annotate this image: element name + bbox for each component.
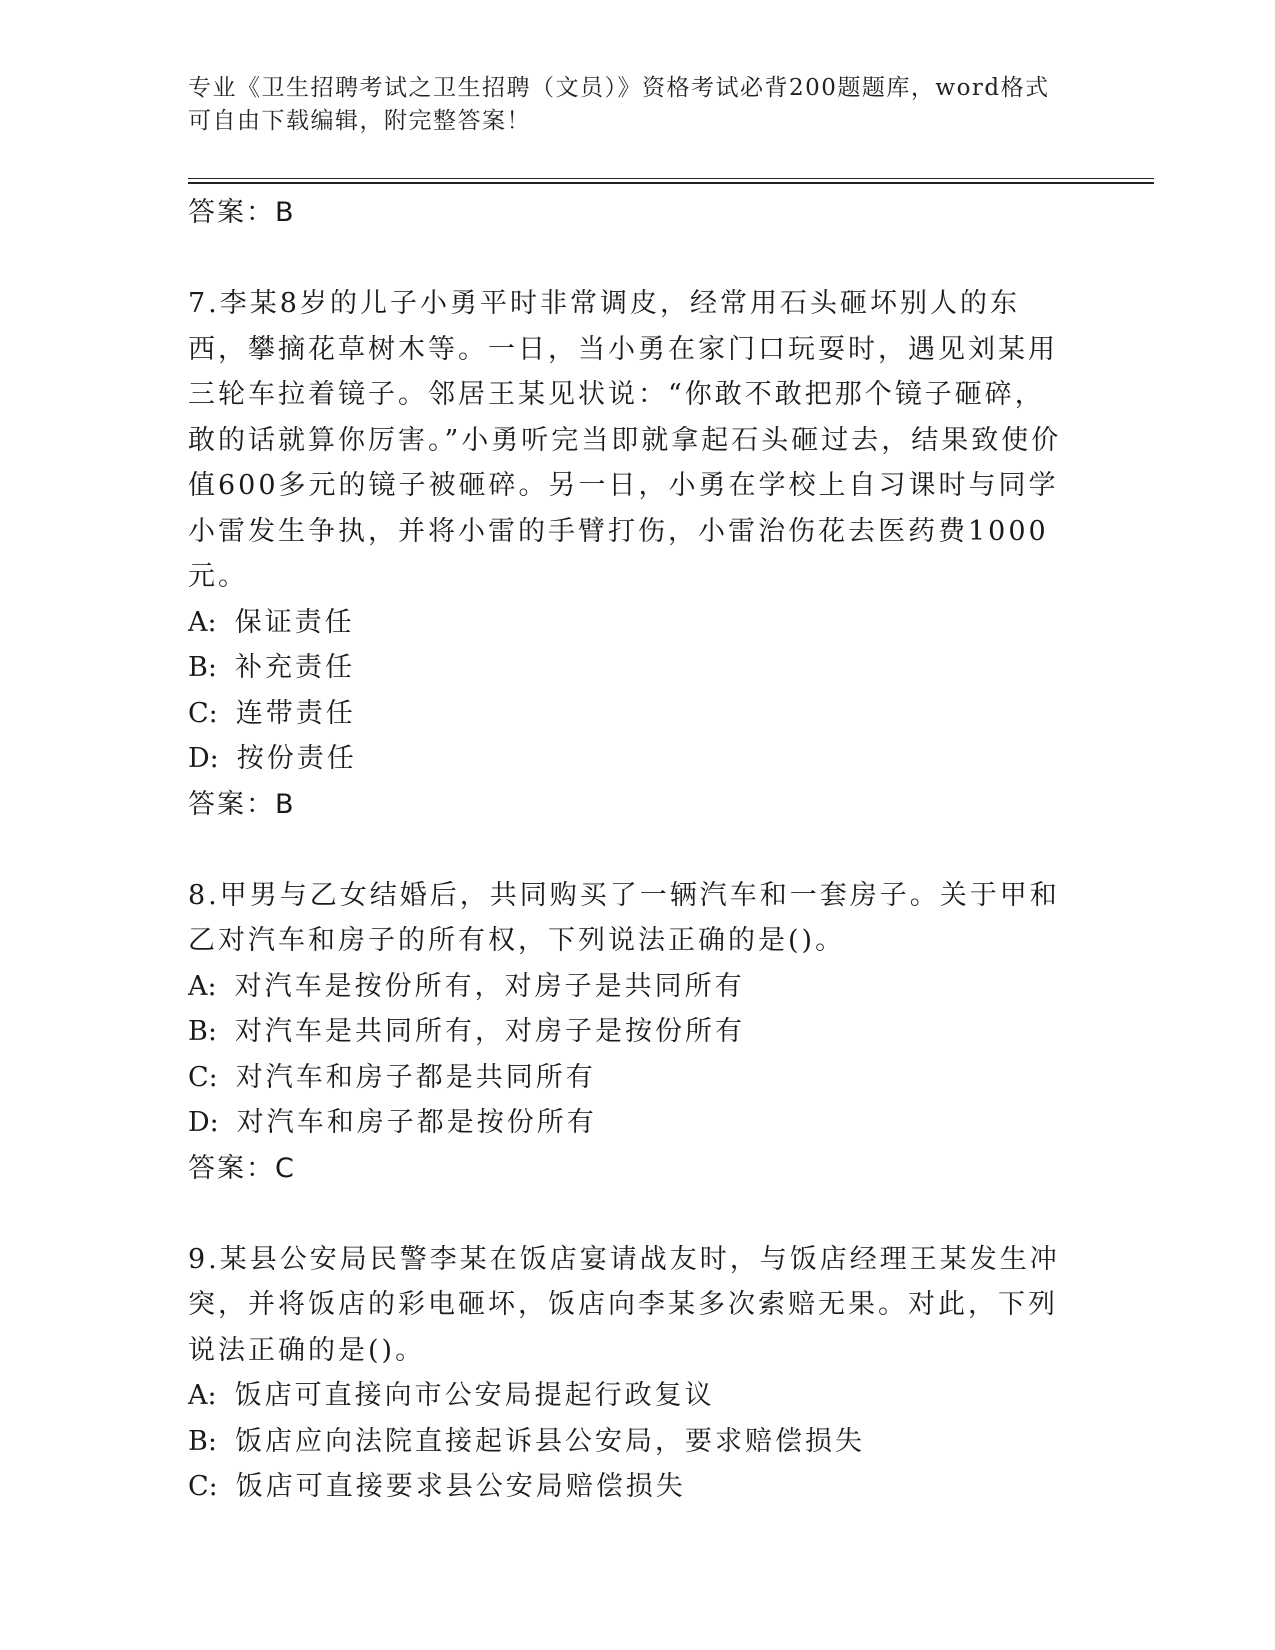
- document-body: [188, 190, 1068, 1510]
- option-text: 保证责任: [234, 606, 355, 638]
- answer-value: B: [275, 788, 295, 820]
- option-b: [188, 1009, 1068, 1055]
- option-text: 对汽车是共同所有，对房子是按份所有: [234, 1016, 745, 1047]
- option-key: C:: [188, 1471, 218, 1502]
- option-key: D:: [188, 1107, 219, 1138]
- option-key: C:: [188, 1061, 218, 1093]
- option-text: 连带责任: [235, 697, 356, 729]
- option-d: [188, 736, 1068, 782]
- question-block: [188, 1237, 1068, 1510]
- answer-line: [188, 1146, 1068, 1192]
- header-line-1: 专业《卫生招聘考试之卫生招聘（文员）》资格考试必背200题题库，word格式: [188, 75, 1050, 101]
- answer-label: 答案：: [188, 1152, 275, 1184]
- option-c: [188, 1055, 1068, 1101]
- question-block: [188, 873, 1068, 1192]
- option-key: A:: [188, 606, 217, 638]
- header-rule-thin: [188, 178, 1154, 179]
- question-text: 8.甲男与乙女结婚后，共同购买了一辆汽车和一套房子。关于甲和乙对汽车和房子的所有权，下列说法正确的是()。: [188, 879, 1060, 956]
- answer-line: [188, 782, 1068, 828]
- answer-value: C: [275, 1152, 295, 1184]
- answer-line: [188, 190, 1068, 236]
- header-line-2: 可自由下载编辑，附完整答案！: [188, 108, 531, 134]
- answer-label: 答案：: [188, 788, 275, 820]
- option-text: 对汽车和房子都是共同所有: [235, 1061, 596, 1093]
- option-key: B:: [188, 1016, 217, 1047]
- option-a: [188, 964, 1068, 1010]
- option-text: 对汽车是按份所有，对房子是共同所有: [234, 970, 745, 1002]
- question-block: [188, 281, 1068, 827]
- option-text: 饭店应向法院直接起诉县公安局，要求赔偿损失: [234, 1425, 865, 1457]
- option-key: A:: [188, 1380, 217, 1411]
- option-c: [188, 1464, 1068, 1510]
- spacer: [188, 827, 1068, 873]
- answer-value: B: [275, 197, 295, 228]
- option-key: B:: [188, 1425, 217, 1457]
- option-key: A:: [188, 970, 217, 1002]
- spacer: [188, 1191, 1068, 1237]
- spacer: [188, 236, 1068, 282]
- option-key: C:: [188, 697, 218, 729]
- answer-label: 答案：: [188, 197, 275, 228]
- document-header: [188, 72, 1068, 138]
- option-key: B:: [188, 652, 217, 683]
- option-a: [188, 1373, 1068, 1419]
- option-text: 补充责任: [234, 652, 355, 683]
- option-text: 对汽车和房子都是按份所有: [236, 1107, 597, 1138]
- option-b: [188, 645, 1068, 691]
- option-a: [188, 600, 1068, 646]
- option-key: D:: [188, 743, 219, 774]
- option-text: 饭店可直接要求县公安局赔偿损失: [235, 1471, 686, 1502]
- option-c: [188, 691, 1068, 737]
- option-d: [188, 1100, 1068, 1146]
- option-text: 饭店可直接向市公安局提起行政复议: [234, 1380, 715, 1411]
- header-rule-thick: [188, 182, 1154, 184]
- option-text: 按份责任: [236, 743, 357, 774]
- option-b: [188, 1419, 1068, 1465]
- question-text: 9.某县公安局民警李某在饭店宴请战友时，与饭店经理王某发生冲突，并将饭店的彩电砸坏，饭店向李某多次索赔无果。对此，下列说法正确的是()。: [188, 1243, 1060, 1366]
- question-text: 7.李某8岁的儿子小勇平时非常调皮，经常用石头砸坏别人的东西，攀摘花草树木等。一日，当小勇在家门口玩耍时，遇见刘某用三轮车拉着镜子。邻居王某见状说：“你敢不敢把那个镜子砸碎，敢的话就算你厉害。”小勇听完当即就拿起石头砸过去，结果致使价值600多元的镜子被砸碎。另一日，小勇在学校上自习课时与同学小雷发生争执，并将小雷的手臂打伤，小雷治伤花去医药费1000元。: [188, 288, 1062, 592]
